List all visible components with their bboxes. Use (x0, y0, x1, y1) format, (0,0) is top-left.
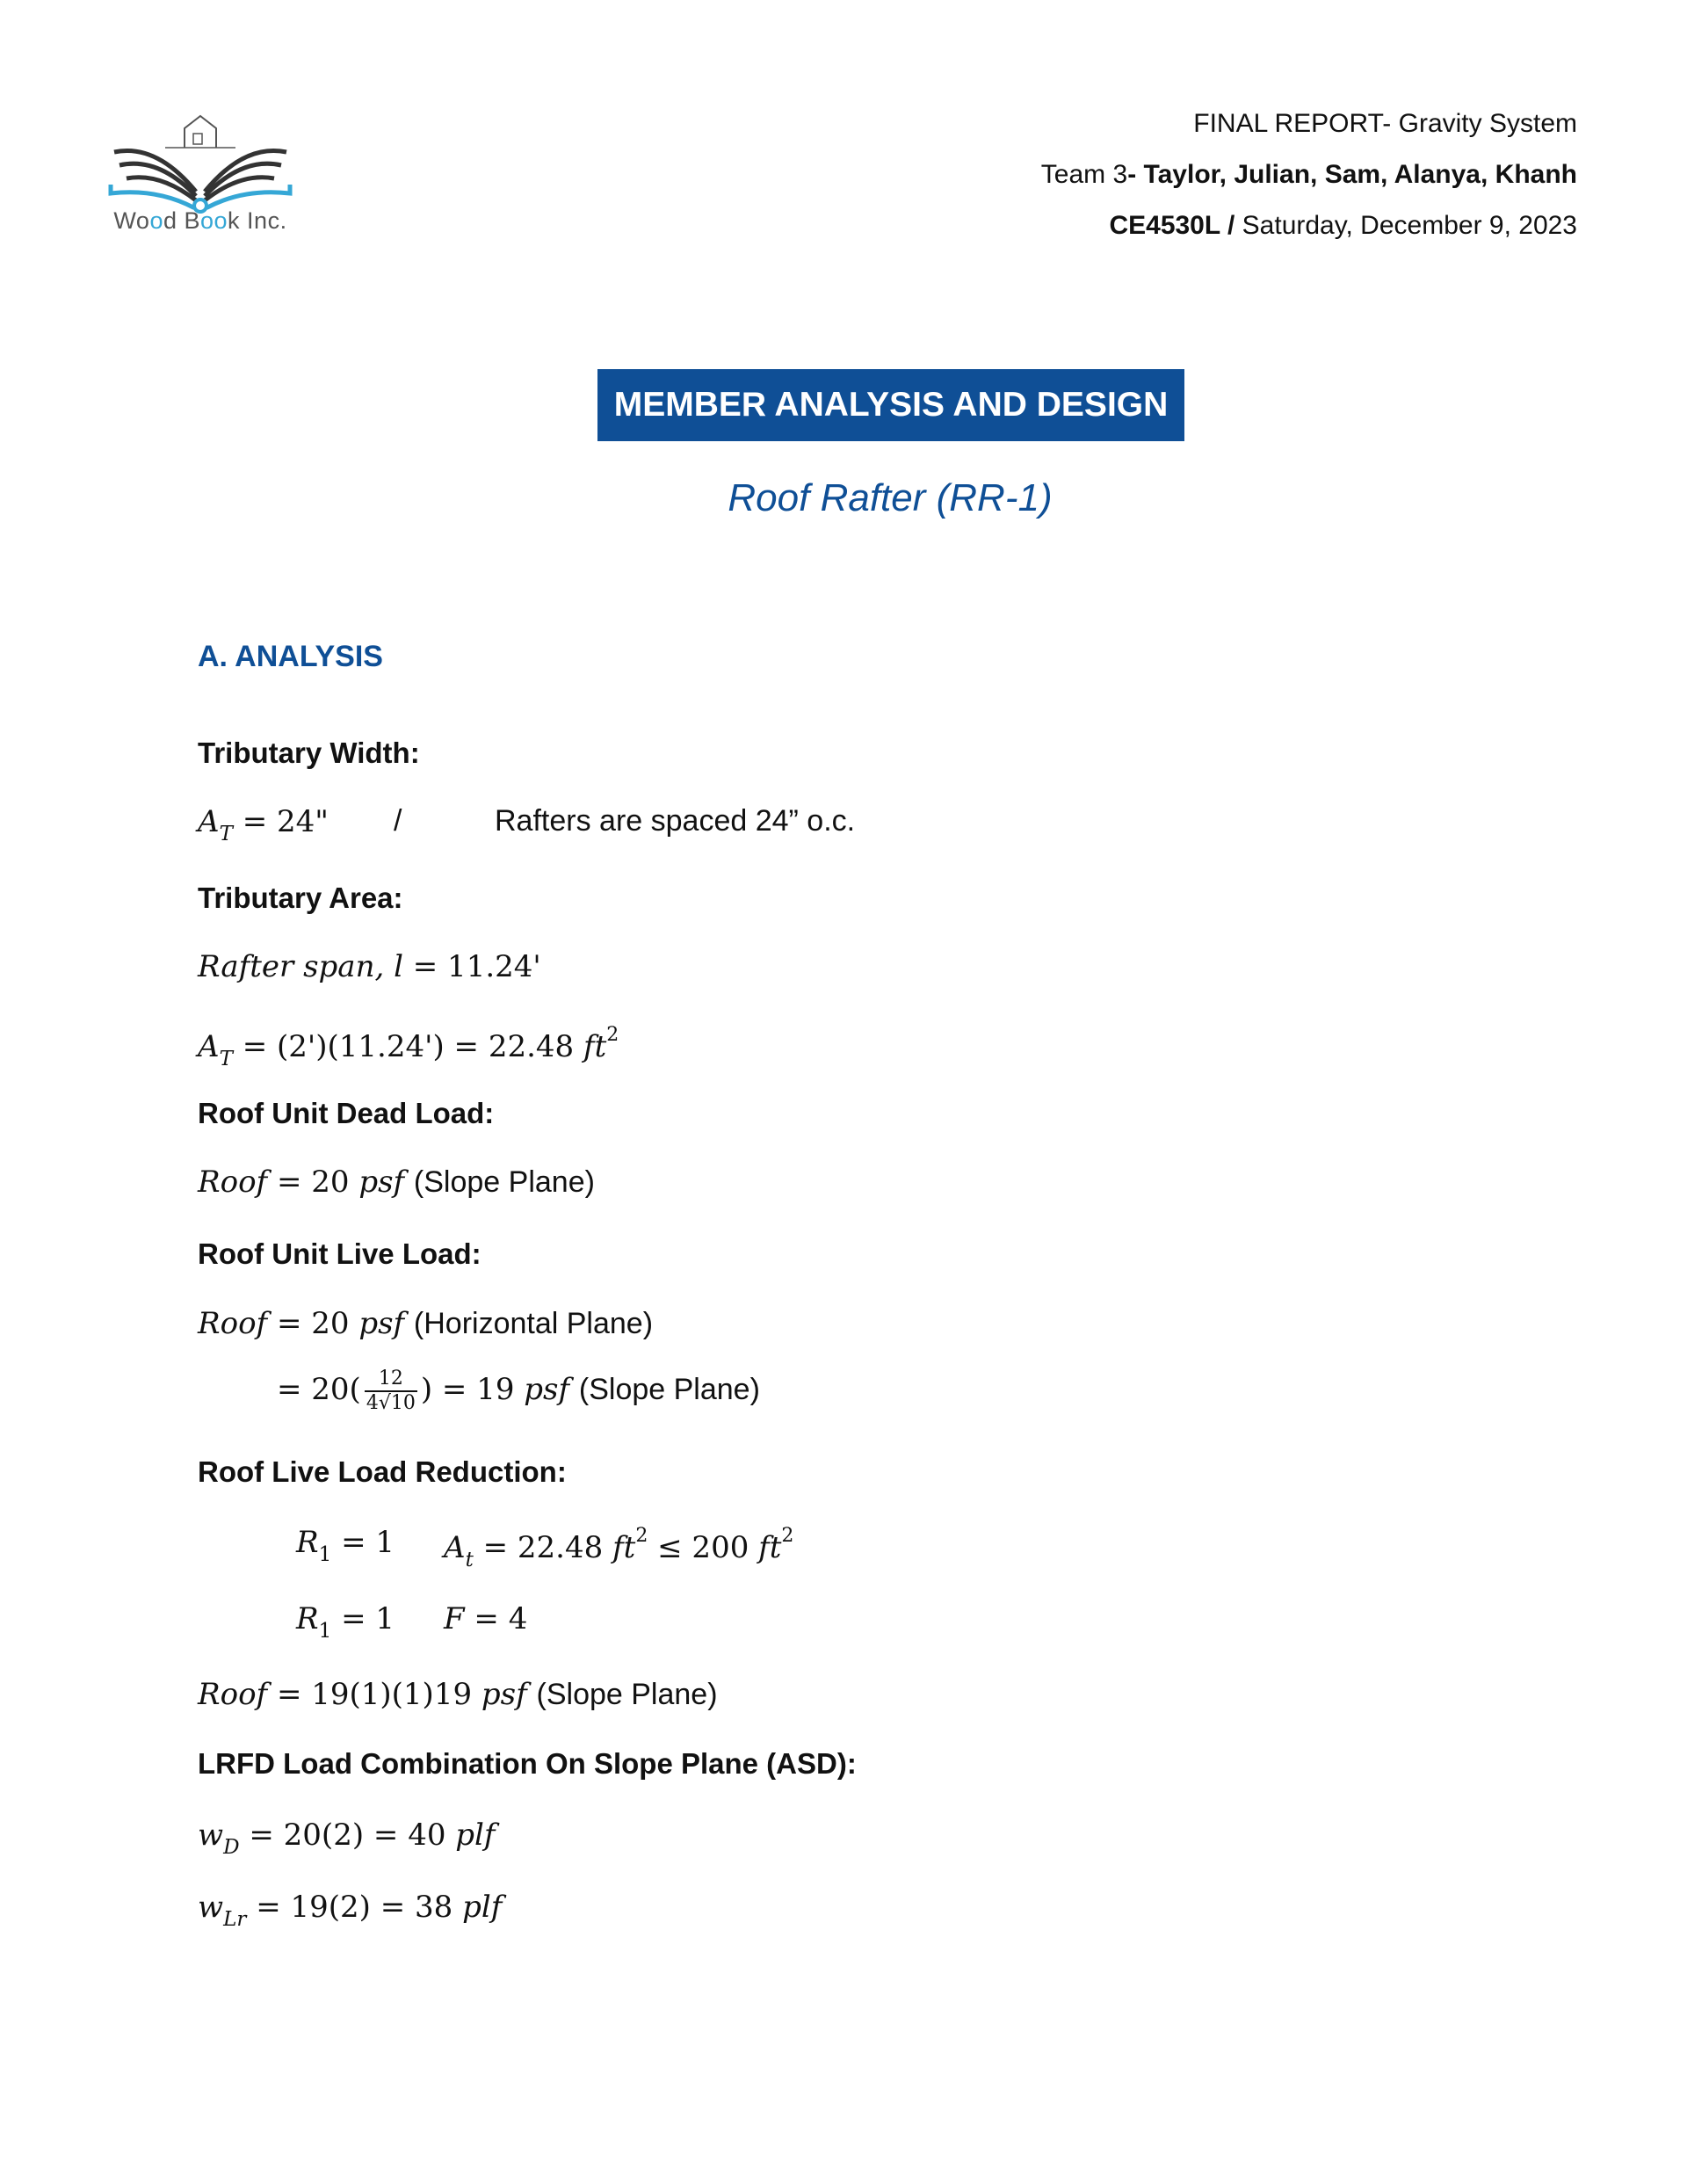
slope-fraction: $\frac{12}{4√10}$ (366, 1368, 416, 1414)
team-line: Team 3- Taylor, Julian, Sam, Alanya, Khanh (1040, 160, 1577, 189)
section-heading-analysis: A. ANALYSIS (198, 640, 383, 673)
eq-slash: / (394, 804, 402, 838)
eq-wd: $w_D = 20(2) = 40$ plf (198, 1818, 496, 1859)
section-banner: MEMBER ANALYSIS AND DESIGN (597, 369, 1184, 441)
eq-f-value: F = 4 (444, 1601, 528, 1636)
heading-tributary-width: Tributary Width: (198, 736, 420, 769)
heading-dead-load: Roof Unit Dead Load: (198, 1097, 495, 1129)
eq-wlr: $w_{Lr} = 19(2) = 38$ plf (198, 1890, 503, 1931)
eq-reduced-roof-live: Roof = 19(1)(1)19 psf (Slope Plane) (198, 1677, 718, 1712)
eq-tributary-area: $A_T = (2')(11.24') = 22.48$ $ft^2$ (198, 1024, 619, 1070)
eq-r1-second: $R_1 = 1$ (296, 1601, 395, 1643)
eq-live-load: Roof = 20 psf (Horizontal Plane) (198, 1306, 654, 1341)
heading-live-load: Roof Unit Live Load: (198, 1237, 481, 1270)
eq-at-check: $A_t = 22.48$ $ft^2 \le 200$ $ft^2$ (444, 1525, 794, 1571)
eq-live-load-conversion: = 20( $\frac{12}{4√10}$ ) = 19 psf (Slope Plane) (277, 1368, 760, 1414)
member-subtitle: Roof Rafter (RR-1) (728, 476, 1053, 519)
open-book-house-icon (104, 104, 297, 214)
eq-tributary-width: $A_T = 24$" (198, 804, 329, 845)
course-date-line: CE4530L / Saturday, December 9, 2023 (1109, 211, 1577, 240)
logo-wordmark: Wood Book Inc. (113, 207, 287, 234)
heading-lrfd-combination: LRFD Load Combination On Slope Plane (ASD): (198, 1747, 857, 1780)
eq-r1-first: $R_1 = 1$ (296, 1525, 395, 1566)
report-title: FINAL REPORT- Gravity System (1193, 109, 1577, 138)
eq-rafter-span: Rafter span, l = 11.24' (198, 949, 541, 984)
company-logo (104, 104, 297, 244)
heading-live-load-reduction: Roof Live Load Reduction: (198, 1455, 567, 1488)
eq-dead-load: Roof = 20 psf (Slope Plane) (198, 1165, 595, 1200)
spacing-note: Rafters are spaced 24” o.c. (495, 804, 856, 838)
heading-tributary-area: Tributary Area: (198, 882, 403, 914)
